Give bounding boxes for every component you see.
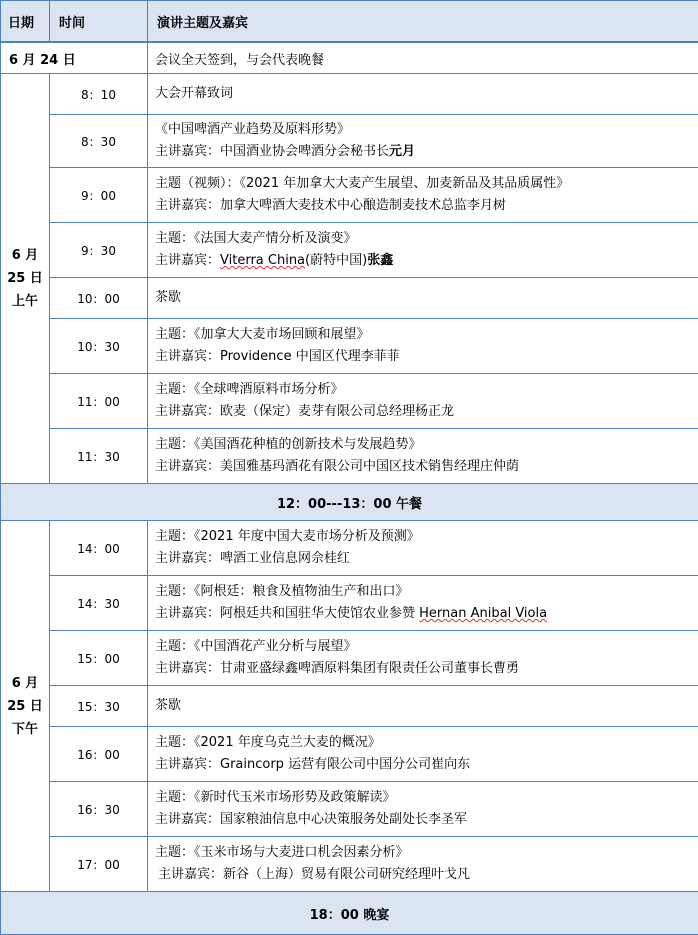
date-line: 25 日	[1, 267, 49, 290]
speaker-text: 主讲嘉宾：美国雅基玛酒花有限公司中国区技术销售经理庄仲荫	[155, 459, 519, 474]
agenda-row	[1, 686, 698, 727]
topic-title: 主题：《新时代玉米市场形势及政策解读》	[155, 787, 698, 809]
time-cell: 9：00	[50, 168, 148, 223]
topic-cell	[148, 374, 698, 429]
topic-title: 主题：《2021 年度中国大麦市场分析及预测》	[155, 526, 698, 548]
topic-title: 主题：《中国酒花产业分析与展望》	[155, 636, 698, 658]
topic-title: 主题：《玉米市场与大麦进口机会因素分析》	[155, 842, 698, 864]
speaker-line	[155, 456, 698, 478]
speaker-line	[155, 754, 698, 776]
time-cell: 9：30	[50, 223, 148, 278]
date-line: 6 月	[1, 244, 49, 267]
speaker-line	[155, 809, 698, 831]
speaker-line	[155, 603, 698, 625]
speaker-text: 主讲嘉宾：Graincorp 运营有限公司中国分公司崔向东	[155, 757, 470, 772]
topic-title: 主题（视频）：《2021 年加拿大大麦产生展望、加麦新品及其品质属性》	[155, 173, 698, 195]
agenda-row	[1, 74, 698, 115]
speaker-name: 张鑫	[367, 253, 393, 268]
agenda-row	[1, 429, 698, 484]
topic-title: 主题：《美国酒花种植的创新技术与发展趋势》	[155, 434, 698, 456]
pm-date-cell	[1, 521, 50, 892]
speaker-line	[155, 658, 698, 680]
topic-cell	[148, 278, 698, 319]
date-line: 上午	[1, 290, 49, 313]
speaker-text: 主讲嘉宾：新谷（上海）贸易有限公司研究经理叶戈凡	[158, 867, 470, 882]
topic-cell	[148, 686, 698, 727]
speaker-text: 主讲嘉宾：加拿大啤酒大麦技术中心酿造制麦技术总监李月树	[155, 198, 506, 213]
agenda-row	[1, 631, 698, 686]
speaker-line	[155, 401, 698, 423]
agenda-row	[1, 782, 698, 837]
speaker-line	[155, 195, 698, 217]
topic-cell	[148, 782, 698, 837]
topic-cell	[148, 631, 698, 686]
lunch-row	[1, 484, 698, 521]
time-cell: 14：00	[50, 521, 148, 576]
speaker-org: Viterra China	[220, 253, 305, 268]
agenda-row	[1, 374, 698, 429]
topic-cell	[148, 74, 698, 115]
date-line: 下午	[1, 718, 49, 741]
day0-row	[1, 42, 698, 74]
agenda-row	[1, 727, 698, 782]
speaker-org-cn: (蔚特中国)	[305, 253, 367, 268]
agenda-row	[1, 837, 698, 892]
speaker-text: 主讲嘉宾：阿根廷共和国驻华大使馆农业参赞	[155, 606, 419, 621]
date-line: 6 月	[1, 672, 49, 695]
time-cell: 15：00	[50, 631, 148, 686]
day0-text: 会议全天签到，与会代表晚餐	[148, 42, 698, 74]
topic-title: 大会开幕致词	[155, 83, 698, 105]
time-cell: 15：30	[50, 686, 148, 727]
time-cell: 16：30	[50, 782, 148, 837]
topic-cell	[148, 521, 698, 576]
morning-session	[1, 74, 698, 484]
am-date-cell	[1, 74, 50, 484]
topic-title: 主题：《2021 年度乌克兰大麦的概况》	[155, 732, 698, 754]
topic-cell	[148, 319, 698, 374]
topic-cell	[148, 727, 698, 782]
speaker-line	[155, 346, 698, 368]
agenda-row	[1, 521, 698, 576]
speaker-line	[155, 141, 698, 163]
topic-cell	[148, 576, 698, 631]
topic-title: 茶歇	[155, 695, 698, 717]
afternoon-session	[1, 521, 698, 892]
time-cell: 10：30	[50, 319, 148, 374]
speaker-text: 主讲嘉宾：啤酒工业信息网佘桂红	[155, 551, 350, 566]
time-cell: 8：10	[50, 74, 148, 115]
speaker-text: 主讲嘉宾：欧麦（保定）麦芽有限公司总经理杨正龙	[155, 404, 454, 419]
topic-title: 主题：《全球啤酒原料市场分析》	[155, 379, 698, 401]
header-row	[1, 1, 698, 43]
speaker-line	[155, 864, 698, 886]
agenda-row	[1, 319, 698, 374]
speaker-text: 主讲嘉宾：甘肃亚盛绿鑫啤酒原料集团有限责任公司董事长曹勇	[155, 661, 519, 676]
dinner-text: 18：00 晚宴	[1, 892, 698, 935]
topic-cell	[148, 115, 698, 168]
speaker-name: 元月	[389, 144, 415, 159]
topic-cell	[148, 837, 698, 892]
time-cell: 17：00	[50, 837, 148, 892]
date-line: 25 日	[1, 695, 49, 718]
topic-title: 主题：《阿根廷：粮食及植物油生产和出口》	[155, 581, 698, 603]
day0-date: 6 月 24 日	[1, 42, 148, 74]
time-cell: 14：30	[50, 576, 148, 631]
agenda-row	[1, 223, 698, 278]
dinner-row	[1, 892, 698, 935]
time-cell: 11：30	[50, 429, 148, 484]
speaker-text: 主讲嘉宾：	[155, 253, 220, 268]
header-date: 日期	[1, 1, 50, 43]
speaker-line	[155, 548, 698, 570]
topic-title: 主题：《加拿大大麦市场回顾和展望》	[155, 324, 698, 346]
topic-title: 茶歇	[155, 287, 698, 309]
lunch-text: 12：00---13：00 午餐	[1, 484, 698, 521]
agenda-row	[1, 576, 698, 631]
speaker-text: 主讲嘉宾：中国酒业协会啤酒分会秘书长	[155, 144, 389, 159]
speaker-org: Hernan Anibal Viola	[419, 606, 547, 621]
speaker-text: 主讲嘉宾：国家粮油信息中心决策服务处副处长李圣军	[155, 812, 467, 827]
topic-title: 《中国啤酒产业趋势及原料形势》	[155, 119, 698, 141]
topic-cell	[148, 168, 698, 223]
agenda-row	[1, 168, 698, 223]
time-cell: 8：30	[50, 115, 148, 168]
agenda-row	[1, 278, 698, 319]
topic-cell	[148, 223, 698, 278]
header-time: 时间	[50, 1, 148, 43]
time-cell: 16：00	[50, 727, 148, 782]
topic-cell	[148, 429, 698, 484]
speaker-text: 主讲嘉宾：Providence 中国区代理李菲菲	[155, 349, 400, 364]
header-topic: 演讲主题及嘉宾	[148, 1, 698, 43]
topic-title: 主题：《法国大麦产情分析及演变》	[155, 228, 698, 250]
time-cell: 11：00	[50, 374, 148, 429]
agenda-row	[1, 115, 698, 168]
time-cell: 10：00	[50, 278, 148, 319]
speaker-line	[155, 250, 698, 272]
